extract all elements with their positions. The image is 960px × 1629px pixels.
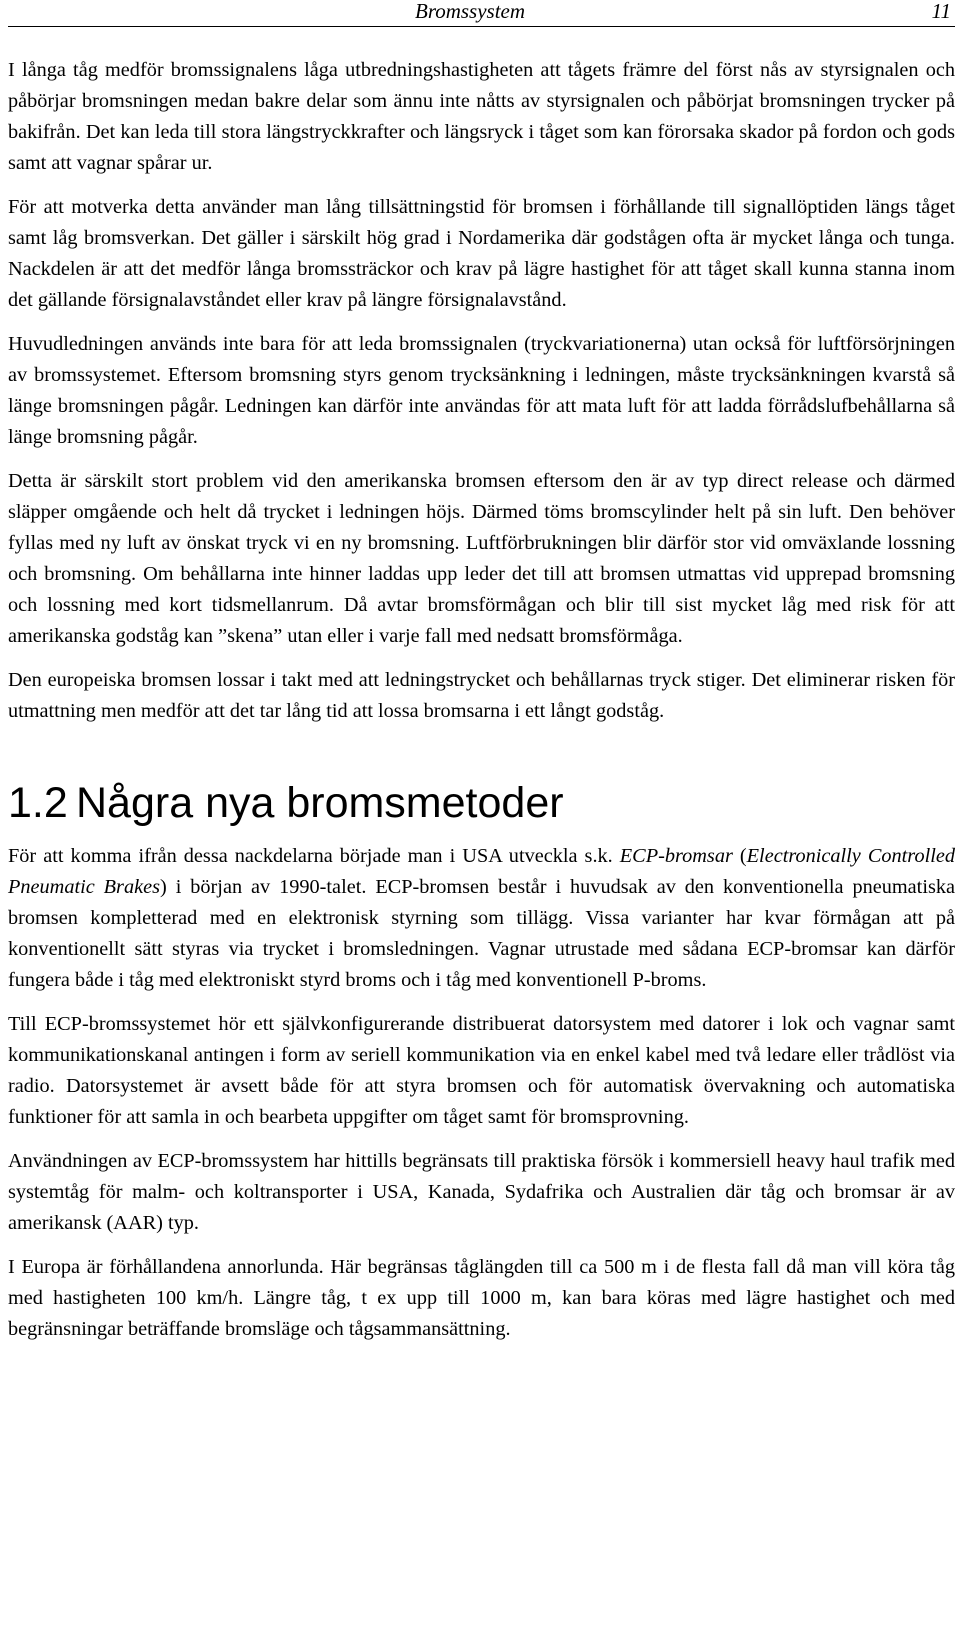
running-header: [8, 0, 955, 27]
ecp-intro-text: För att komma ifrån dessa nackdelarna började man i USA utveckla s.k.: [8, 845, 620, 867]
paragraph-european-brake: Den europeiska bromsen lossar i takt med att ledningstrycket och behållarnas tryck stiger. Det eliminerar risken för utmattning men medför att det tar lång tid att lossa bromsarna i ett långt godståg.: [8, 669, 955, 722]
paragraph-ecp-introduction: [8, 841, 955, 996]
ecp-term: ECP-bromsar: [619, 845, 733, 867]
ecp-description: ) i början av 1990-talet. ECP-bromsen består i huvudsak av den konventionella pneumatiska bromsen kompletterad med en elektronisk styrning som tillägg. Vissa varianter har kvar förmågan att på konventionellt sätt styras via trycket i bromsledningen. Vagnar utrustade med sådana ECP-bromsar kan därför fungera både i tåg med elektroniskt styrd broms och i tåg med konventionell P-broms.: [8, 876, 955, 991]
section-title: Några nya bromsmetoder: [76, 779, 564, 827]
section-heading: [8, 771, 955, 835]
paragraph-countermeasures: För att motverka detta använder man lång tillsättningstid för bromsen i förhållande till signallöptiden längs tåget samt låg bromsverkan. Det gäller i särskilt hög grad i Nordamerika där godstågen ofta är mycket långa och tunga. Nackdelen är att det medför långa bromssträckor och krav på lägre hastighet för att tåget skall kunna stanna inom det gällande försignalavståndet eller krav på längre försignalavstånd.: [8, 196, 955, 311]
paragraph-american-brake: Detta är särskilt stort problem vid den amerikanska bromsen eftersom den är av typ direct release och därmed släpper omgående och helt då trycket i ledningen höjs. Därmed töms bromscylinder helt på sin luft. Den behöver fyllas med ny luft av önskat tryck vi en ny bromsning. Luftförbrukningen blir därför stor vid omväxlande lossning och bromsning. Om behållarna inte hinner laddas upp leder det till att bromsen utmattas vid upprepad bromsning och lossning med kort tidsmellanrum. Då avtar bromsförmågan och blir till sist mycket låg med risk för att amerikanska godståg kan ”skena” utan eller i varje fall med nedsatt bromsförmåga.: [8, 470, 955, 647]
paragraph-long-trains: I långa tåg medför bromssignalens låga utbredningshastigheten att tågets främre del först nås av styrsignalen och påbörjar bromsningen medan bakre delar som ännu inte nåtts av styrsignalen och påbörjat bromsningen trycker på bakifrån. Det kan leda till stora längstryckkrafter och längsryck i tåget som kan förorsaka skador på fordon och gods samt att vagnar spårar ur.: [8, 59, 955, 174]
paragraph-ecp-usage: Användningen av ECP-bromssystem har hittills begränsats till praktiska försök i kommersiell heavy haul trafik med systemtåg för malm- och koltransporter i USA, Kanada, Sydafrika och Australien där tåg och bromsar är av amerikansk (AAR) typ.: [8, 1150, 955, 1234]
document-page: [8, 0, 955, 1345]
ecp-open-paren: (: [732, 845, 747, 867]
page-number: 11: [931, 0, 951, 23]
section-number: 1.2: [8, 779, 68, 827]
paragraph-main-line: Huvudledningen används inte bara för att leda bromssignalen (tryckvariationerna) utan också för luftförsörjningen av bromssystemet. Eftersom bromsning styrs genom trycksänkning i ledningen, måste trycksänkningen kvarstå så länge bromsningen pågår. Ledningen kan därför inte användas för att mata luft för att ladda förrådslufbehållarna så länge bromsning pågår.: [8, 333, 955, 448]
header-title: Bromssystem: [415, 0, 526, 23]
paragraph-europe: I Europa är förhållandena annorlunda. Här begränsas tåglängden till ca 500 m i de flesta fall då man vill köra tåg med hastigheten 100 km/h. Längre tåg, t ex upp till 1000 m, kan bara köras med lägre hastighet och med begränsningar beträffande bromsläge och tågsammansättning.: [8, 1256, 955, 1340]
ecp-expansion: Electronically Controlled Pneumatic Brakes: [8, 845, 955, 898]
paragraph-ecp-computer-system: Till ECP-bromssystemet hör ett självkonfigurerande distribuerat datorsystem med datorer i lok och vagnar samt kommunikationskanal antingen i form av seriell kommunikation via en enkel kabel med två ledare eller trådlöst via radio. Datorsystemet är avsett både för att styra bromsen och för automatisk övervakning och automatiska funktioner för att samla in och bearbeta uppgifter om tåget samt för bromsprovning.: [8, 1013, 955, 1128]
